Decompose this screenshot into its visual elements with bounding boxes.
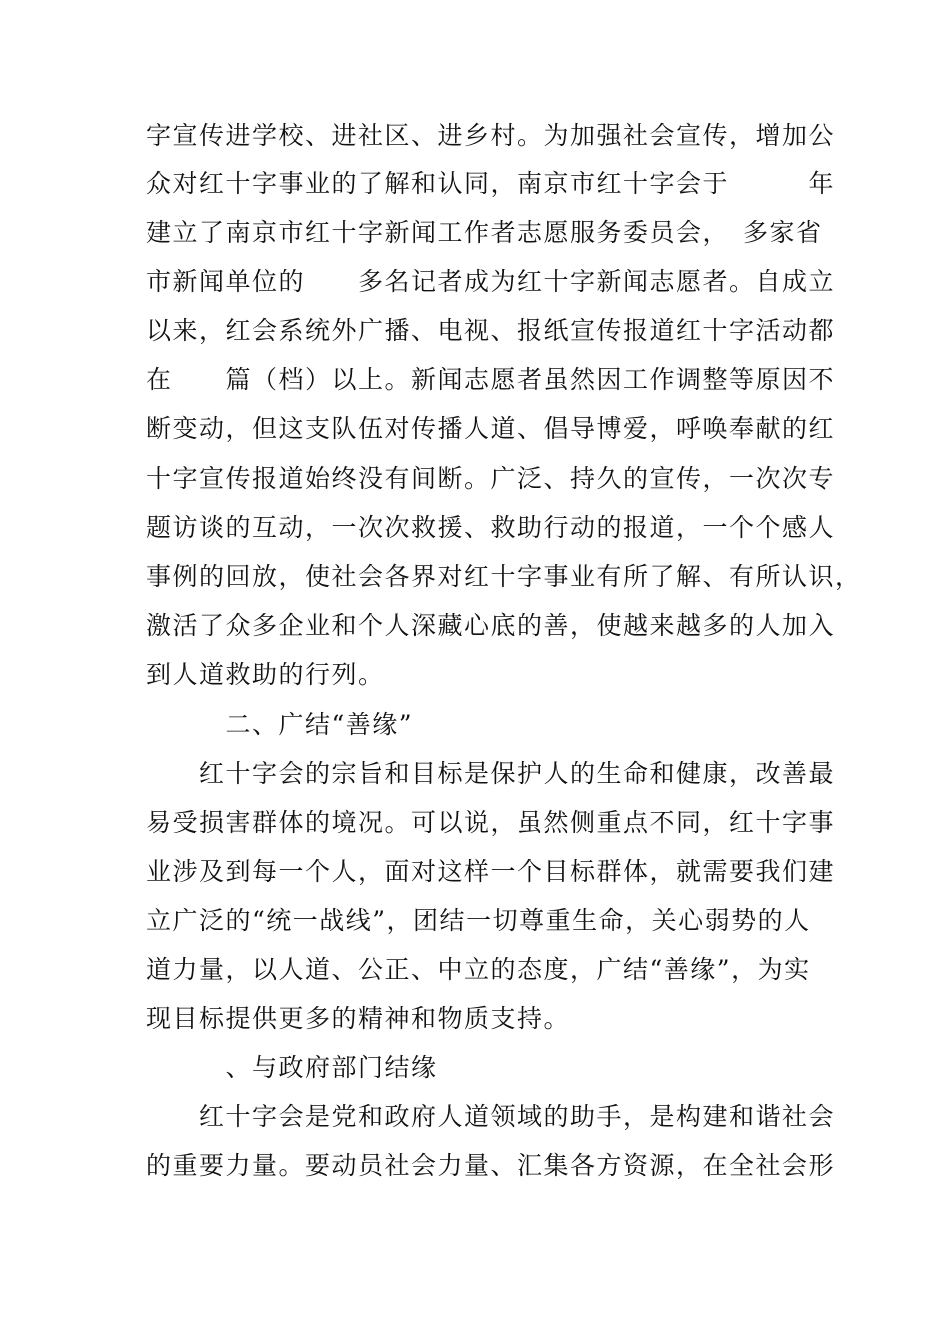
text-line: 字宣传进学校、进社区、进乡村。为加强社会宣传，增加公 <box>146 121 836 150</box>
text-line: 到人道救助的行列。 <box>146 660 385 689</box>
text-line: 在 篇（档）以上。新闻志愿者虽然因工作调整等原因不 <box>146 365 836 394</box>
text-line: 市新闻单位的 多名记者成为红十字新闻志愿者。自成立 <box>146 267 836 296</box>
text-line: 道力量，以人道、公正、中立的态度，广结“善缘”，为实 <box>146 955 811 984</box>
section-heading: 二、广结“善缘” <box>146 710 414 739</box>
text-line: 事例的回放，使社会各界对红十字事业有所了解、有所认识， <box>146 562 862 591</box>
text-line: 立广泛的“统一战线”，团结一切尊重生命，关心弱势的人 <box>146 906 811 935</box>
text-line: 易受损害群体的境况。可以说，虽然侧重点不同，红十字事 <box>146 808 836 837</box>
text-line: 断变动，但这支队伍对传播人道、倡导博爱，呼唤奉献的红 <box>146 414 836 443</box>
text-line: 十字宣传报道始终没有间断。广泛、持久的宣传，一次次专 <box>146 464 836 493</box>
text-line: 红十字会是党和政府人道领域的助手，是构建和谐社会 <box>146 1102 836 1131</box>
text-line: 建立了南京市红十字新闻工作者志愿服务委员会， 多家省 <box>146 218 823 247</box>
text-line: 现目标提供更多的精神和物质支持。 <box>146 1004 571 1033</box>
text-line: 激活了众多企业和个人深藏心底的善，使越来越多的人加入 <box>146 611 836 640</box>
text-line: 众对红十字事业的了解和认同，南京市红十字会于 年 <box>146 169 836 198</box>
text-line: 业涉及到每一个人，面对这样一个目标群体，就需要我们建 <box>146 857 836 886</box>
text-line: 以来，红会系统外广播、电视、报纸宣传报道红十字活动都 <box>146 316 836 345</box>
text-line: 红十字会的宗旨和目标是保护人的生命和健康，改善最 <box>146 759 836 788</box>
text-line: 的重要力量。要动员社会力量、汇集各方资源，在全社会形 <box>146 1151 836 1180</box>
text-line: 题访谈的互动，一次次救援、救助行动的报道，一个个感人 <box>146 513 836 542</box>
subsection-heading: 、与政府部门结缘 <box>146 1053 438 1082</box>
